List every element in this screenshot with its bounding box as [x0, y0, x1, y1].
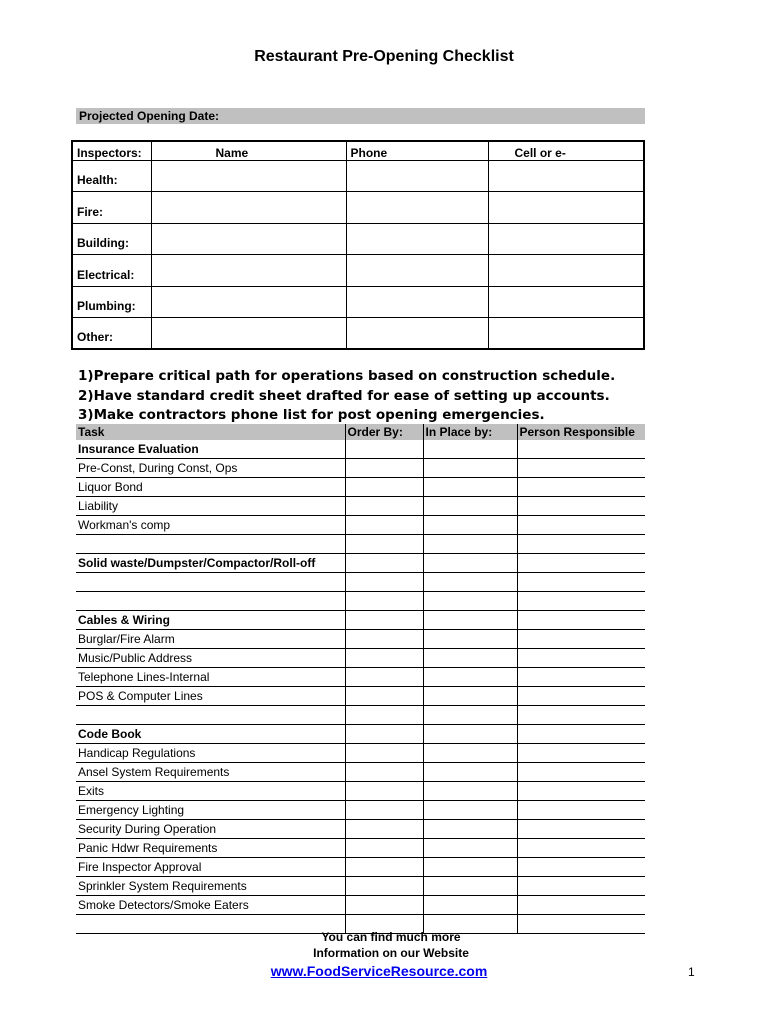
task-row	[76, 820, 645, 839]
task-row	[76, 839, 645, 858]
inspector-row-plumbing: Plumbing:	[73, 286, 151, 317]
task-label	[76, 592, 345, 611]
person-responsible-cell[interactable]	[517, 554, 645, 573]
task-row	[76, 858, 645, 877]
task-label: Ansel System Requirements	[76, 763, 345, 782]
inspector-phone-cell[interactable]	[346, 161, 488, 192]
task-label	[76, 573, 345, 592]
in-place-by-cell[interactable]	[423, 687, 517, 706]
in-place-by-cell[interactable]	[423, 706, 517, 725]
order-by-cell[interactable]	[345, 706, 423, 725]
section-heading: Solid waste/Dumpster/Compactor/Roll-off	[76, 554, 345, 573]
task-label	[76, 535, 345, 554]
task-header-order-by: Order By:	[345, 424, 423, 440]
inspectors-table	[71, 140, 645, 350]
in-place-by-cell[interactable]	[423, 535, 517, 554]
inspector-phone-cell[interactable]	[346, 223, 488, 254]
order-by-cell[interactable]	[345, 611, 423, 630]
in-place-by-cell[interactable]	[423, 877, 517, 896]
inspectors-header-cell: Cell or e-	[488, 142, 643, 161]
in-place-by-cell[interactable]	[423, 782, 517, 801]
inspector-phone-cell[interactable]	[346, 192, 488, 223]
order-by-cell[interactable]	[345, 801, 423, 820]
order-by-cell[interactable]	[345, 478, 423, 497]
person-responsible-cell[interactable]	[517, 611, 645, 630]
order-by-cell[interactable]	[345, 535, 423, 554]
task-label: Fire Inspector Approval	[76, 858, 345, 877]
in-place-by-cell[interactable]	[423, 497, 517, 516]
task-table	[76, 424, 645, 934]
task-row	[76, 706, 645, 725]
in-place-by-cell[interactable]	[423, 801, 517, 820]
in-place-by-cell[interactable]	[423, 554, 517, 573]
task-label: Liability	[76, 497, 345, 516]
task-header-task: Task	[76, 424, 345, 440]
order-by-cell[interactable]	[345, 554, 423, 573]
task-row	[76, 687, 645, 706]
person-responsible-cell[interactable]	[517, 801, 645, 820]
inspectors-header-phone: Phone	[346, 142, 488, 161]
task-row	[76, 744, 645, 763]
inspector-name-cell[interactable]	[151, 223, 346, 254]
section-heading: Insurance Evaluation	[76, 440, 345, 459]
task-row	[76, 649, 645, 668]
task-row	[76, 573, 645, 592]
inspector-row-health: Health:	[73, 161, 151, 192]
inspector-row-fire: Fire:	[73, 192, 151, 223]
person-responsible-cell[interactable]	[517, 478, 645, 497]
task-label: Workman's comp	[76, 516, 345, 535]
in-place-by-cell[interactable]	[423, 516, 517, 535]
section-heading: Cables & Wiring	[76, 611, 345, 630]
task-row	[76, 459, 645, 478]
order-by-cell[interactable]	[345, 668, 423, 687]
inspector-cell-cell[interactable]	[488, 192, 643, 223]
page-title: Restaurant Pre-Opening Checklist	[254, 48, 514, 65]
person-responsible-cell[interactable]	[517, 459, 645, 478]
task-header-person-responsible: Person Responsible	[517, 424, 645, 440]
task-label: Liquor Bond	[76, 478, 345, 497]
section-heading: Code Book	[76, 725, 345, 744]
task-label	[76, 706, 345, 725]
in-place-by-cell[interactable]	[423, 763, 517, 782]
task-row	[76, 801, 645, 820]
inspector-row-electrical: Electrical:	[73, 255, 151, 286]
in-place-by-cell[interactable]	[423, 592, 517, 611]
order-by-cell[interactable]	[345, 573, 423, 592]
person-responsible-cell[interactable]	[517, 668, 645, 687]
inspector-row-building: Building:	[73, 223, 151, 254]
person-responsible-cell[interactable]	[517, 744, 645, 763]
task-row	[76, 592, 645, 611]
inspector-row-other: Other:	[73, 317, 151, 348]
section-row	[76, 440, 645, 459]
instruction-step: 2)Have standard credit sheet drafted for ease of setting up accounts.	[78, 387, 610, 404]
task-label: Burglar/Fire Alarm	[76, 630, 345, 649]
in-place-by-cell[interactable]	[423, 573, 517, 592]
order-by-cell[interactable]	[345, 630, 423, 649]
in-place-by-cell[interactable]	[423, 725, 517, 744]
task-row	[76, 896, 645, 915]
person-responsible-cell[interactable]	[517, 858, 645, 877]
order-by-cell[interactable]	[345, 763, 423, 782]
instruction-step: 3)Make contractors phone list for post opening emergencies.	[78, 407, 545, 423]
section-row	[76, 725, 645, 744]
person-responsible-cell[interactable]	[517, 896, 645, 915]
task-header-in-place-by: In Place by:	[423, 424, 517, 440]
in-place-by-cell[interactable]	[423, 478, 517, 497]
order-by-cell[interactable]	[345, 877, 423, 896]
in-place-by-cell[interactable]	[423, 459, 517, 478]
task-row	[76, 782, 645, 801]
in-place-by-cell[interactable]	[423, 858, 517, 877]
order-by-cell[interactable]	[345, 782, 423, 801]
task-row	[76, 668, 645, 687]
in-place-by-cell[interactable]	[423, 630, 517, 649]
order-by-cell[interactable]	[345, 744, 423, 763]
task-label: Exits	[76, 782, 345, 801]
task-row	[76, 763, 645, 782]
instruction-step: 1)Prepare critical path for operations based on construction schedule.	[78, 368, 616, 384]
inspector-cell-cell[interactable]	[488, 286, 643, 317]
person-responsible-cell[interactable]	[517, 630, 645, 649]
order-by-cell[interactable]	[345, 687, 423, 706]
person-responsible-cell[interactable]	[517, 497, 645, 516]
person-responsible-cell[interactable]	[517, 820, 645, 839]
in-place-by-cell[interactable]	[423, 649, 517, 668]
task-row	[76, 535, 645, 554]
task-row	[76, 516, 645, 535]
inspector-cell-cell[interactable]	[488, 317, 643, 348]
inspector-name-cell[interactable]	[151, 255, 346, 286]
task-label: Sprinkler System Requirements	[76, 877, 345, 896]
order-by-cell[interactable]	[345, 725, 423, 744]
inspector-phone-cell[interactable]	[346, 317, 488, 348]
footer-line-2: Information on our Website	[313, 946, 469, 960]
in-place-by-cell[interactable]	[423, 820, 517, 839]
order-by-cell[interactable]	[345, 858, 423, 877]
order-by-cell[interactable]	[345, 820, 423, 839]
person-responsible-cell[interactable]	[517, 877, 645, 896]
task-row	[76, 630, 645, 649]
inspector-name-cell[interactable]	[151, 286, 346, 317]
in-place-by-cell[interactable]	[423, 896, 517, 915]
task-row	[76, 877, 645, 896]
person-responsible-cell[interactable]	[517, 763, 645, 782]
order-by-cell[interactable]	[345, 592, 423, 611]
in-place-by-cell[interactable]	[423, 839, 517, 858]
inspectors-header-name: Name	[151, 142, 346, 161]
person-responsible-cell[interactable]	[517, 516, 645, 535]
section-row	[76, 611, 645, 630]
person-responsible-cell[interactable]	[517, 839, 645, 858]
in-place-by-cell[interactable]	[423, 440, 517, 459]
in-place-by-cell[interactable]	[423, 744, 517, 763]
inspector-phone-cell[interactable]	[346, 255, 488, 286]
task-label: Telephone Lines-Internal	[76, 668, 345, 687]
inspector-name-cell[interactable]	[151, 317, 346, 348]
order-by-cell[interactable]	[345, 649, 423, 668]
in-place-by-cell[interactable]	[423, 611, 517, 630]
in-place-by-cell[interactable]	[423, 668, 517, 687]
person-responsible-cell[interactable]	[517, 706, 645, 725]
inspector-cell-cell[interactable]	[488, 255, 643, 286]
person-responsible-cell[interactable]	[517, 687, 645, 706]
inspector-cell-cell[interactable]	[488, 161, 643, 192]
section-row	[76, 554, 645, 573]
order-by-cell[interactable]	[345, 497, 423, 516]
inspector-name-cell[interactable]	[151, 192, 346, 223]
task-label: Pre-Const, During Const, Ops	[76, 459, 345, 478]
order-by-cell[interactable]	[345, 839, 423, 858]
task-label: Handicap Regulations	[76, 744, 345, 763]
task-label: Smoke Detectors/Smoke Eaters	[76, 896, 345, 915]
inspectors-header-label: Inspectors:	[73, 142, 151, 161]
order-by-cell[interactable]	[345, 896, 423, 915]
person-responsible-cell[interactable]	[517, 592, 645, 611]
task-row	[76, 497, 645, 516]
person-responsible-cell[interactable]	[517, 573, 645, 592]
task-label: Panic Hdwr Requirements	[76, 839, 345, 858]
person-responsible-cell[interactable]	[517, 649, 645, 668]
page-number: 1	[688, 965, 695, 979]
person-responsible-cell[interactable]	[517, 440, 645, 459]
person-responsible-cell[interactable]	[517, 782, 645, 801]
task-label: Emergency Lighting	[76, 801, 345, 820]
footer-line-1: You can find much more	[321, 930, 461, 944]
person-responsible-cell[interactable]	[517, 535, 645, 554]
task-row	[76, 478, 645, 497]
instructions-list	[78, 367, 615, 426]
person-responsible-cell[interactable]	[517, 725, 645, 744]
order-by-cell[interactable]	[345, 459, 423, 478]
task-label: Music/Public Address	[76, 649, 345, 668]
task-label: POS & Computer Lines	[76, 687, 345, 706]
inspector-name-cell[interactable]	[151, 161, 346, 192]
order-by-cell[interactable]	[345, 440, 423, 459]
order-by-cell[interactable]	[345, 516, 423, 535]
task-label: Security During Operation	[76, 820, 345, 839]
inspector-phone-cell[interactable]	[346, 286, 488, 317]
website-link[interactable]: www.FoodServiceResource.com	[270, 963, 488, 979]
inspector-cell-cell[interactable]	[488, 223, 643, 254]
projected-opening-date: Projected Opening Date:	[76, 108, 645, 124]
